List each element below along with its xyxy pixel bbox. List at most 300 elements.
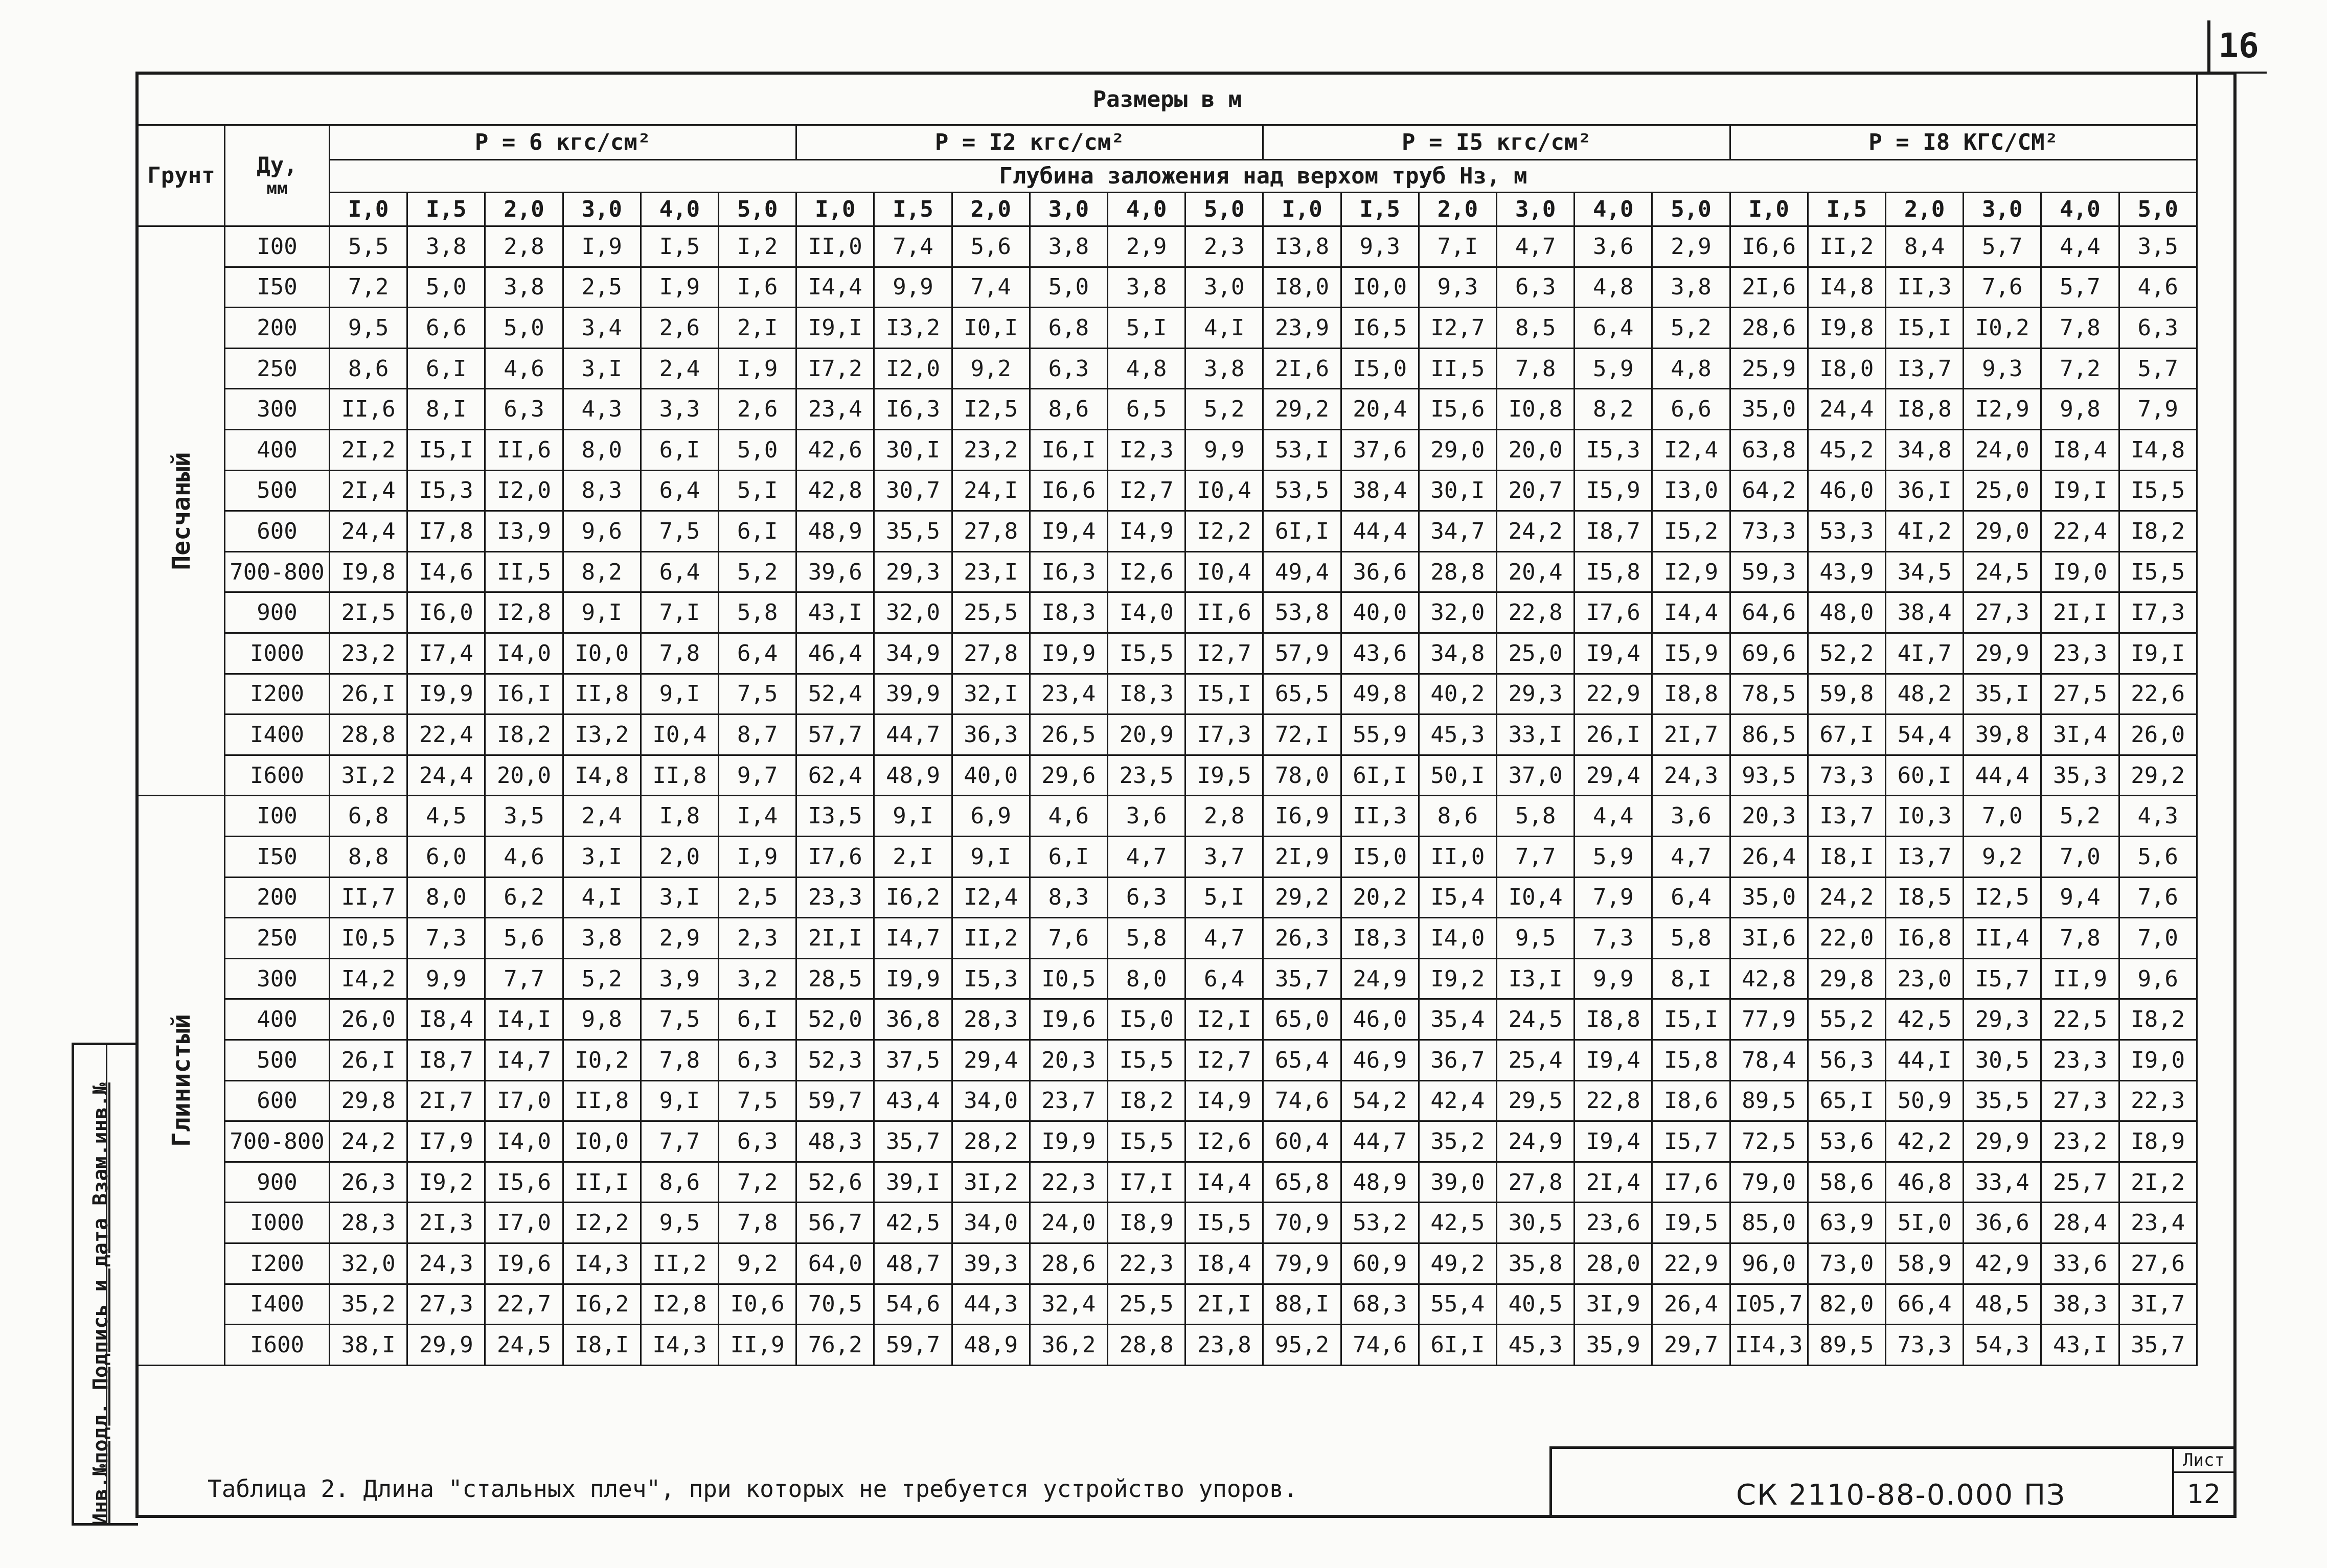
value-cell: 24,2	[330, 1122, 408, 1163]
depth-value: 2,0	[953, 193, 1031, 227]
value-cell: 22,3	[1108, 1244, 1186, 1285]
value-cell: 7,8	[1497, 349, 1575, 390]
value-cell: II,0	[1420, 837, 1497, 878]
depth-value: I,5	[1809, 193, 1886, 227]
value-cell: 2I,I	[1186, 1285, 1264, 1326]
dn-header	[225, 126, 330, 227]
value-cell: 4,7	[1108, 837, 1186, 878]
value-cell: 53,I	[1264, 430, 1341, 471]
sidebar-text: Инв.№подл. Подпись и дата Взам.инв.№	[89, 1082, 112, 1526]
value-cell: I2,2	[564, 1203, 642, 1244]
depth-value: I,0	[1264, 193, 1341, 227]
value-cell: 46,8	[1886, 1163, 1964, 1204]
value-cell: 7,5	[719, 1081, 797, 1122]
value-cell: 6,3	[719, 1122, 797, 1163]
value-cell: I4,9	[1108, 512, 1186, 552]
value-cell: 2I,4	[1575, 1163, 1653, 1204]
value-cell: 9,2	[719, 1244, 797, 1285]
value-cell: 4,5	[408, 796, 486, 837]
dn-cell: 900	[225, 1163, 330, 1204]
value-cell: 6,4	[642, 471, 719, 512]
value-cell: 8,6	[1420, 796, 1497, 837]
value-cell: 28,3	[953, 1000, 1031, 1041]
value-cell: 6,4	[1186, 959, 1264, 1000]
value-cell: I,9	[719, 349, 797, 390]
value-cell: I6,0	[408, 593, 486, 634]
value-cell: 63,8	[1731, 430, 1809, 471]
value-cell: 4,8	[1653, 349, 1730, 390]
value-cell: II,7	[330, 878, 408, 919]
depth-value: 5,0	[719, 193, 797, 227]
value-cell: I2,0	[875, 349, 952, 390]
value-cell: 59,7	[797, 1081, 875, 1122]
value-cell: 35,0	[1731, 389, 1809, 430]
value-cell: 6,2	[486, 878, 563, 919]
sheet-label: Лист	[2174, 1449, 2233, 1473]
value-cell: I5,9	[1575, 471, 1653, 512]
value-cell: 73,3	[1809, 756, 1886, 797]
value-cell: 32,4	[1031, 1285, 1108, 1326]
value-cell: 5,I	[1108, 308, 1186, 349]
value-cell: 44,7	[1342, 1122, 1420, 1163]
value-cell: 52,0	[797, 1000, 875, 1041]
value-cell: 68,3	[1342, 1285, 1420, 1326]
value-cell: 6,3	[486, 389, 563, 430]
value-cell: I4,0	[486, 634, 563, 675]
signature-sidebar	[72, 1043, 138, 1526]
value-cell: I9,4	[1575, 634, 1653, 675]
value-cell: 35,7	[1264, 959, 1341, 1000]
value-cell: 65,4	[1264, 1041, 1341, 1081]
value-cell: I2,I	[1186, 1000, 1264, 1041]
depth-value: I,0	[1731, 193, 1809, 227]
value-cell: 8,6	[330, 349, 408, 390]
value-cell: 4I,2	[1886, 512, 1964, 552]
value-cell: I9,2	[408, 1163, 486, 1204]
value-cell: I8,4	[2042, 430, 2119, 471]
value-cell: 20,0	[486, 756, 563, 797]
value-cell: 9,5	[642, 1203, 719, 1244]
value-cell: 5,7	[1964, 227, 2042, 268]
value-cell: II,I	[564, 1163, 642, 1204]
value-cell: 57,7	[797, 715, 875, 756]
value-cell: I8,2	[1108, 1081, 1186, 1122]
value-cell: I6,I	[486, 675, 563, 716]
value-cell: 2,3	[1186, 227, 1264, 268]
dn-cell: 250	[225, 918, 330, 959]
value-cell: 7,9	[2120, 389, 2198, 430]
value-cell: 5,I	[719, 471, 797, 512]
value-cell: 30,5	[1497, 1203, 1575, 1244]
value-cell: 69,6	[1731, 634, 1809, 675]
value-cell: 5,0	[719, 430, 797, 471]
value-cell: 8,8	[330, 837, 408, 878]
value-cell: 28,3	[330, 1203, 408, 1244]
value-cell: 8,6	[642, 1163, 719, 1204]
value-cell: 23,8	[1186, 1325, 1264, 1366]
value-cell: 20,0	[1497, 430, 1575, 471]
value-cell: 8,0	[408, 878, 486, 919]
value-cell: II,3	[1886, 268, 1964, 309]
value-cell: 3,8	[1108, 268, 1186, 309]
value-cell: 7,2	[330, 268, 408, 309]
value-cell: 50,9	[1886, 1081, 1964, 1122]
value-cell: I6,9	[1264, 796, 1341, 837]
value-cell: 27,3	[408, 1285, 486, 1326]
value-cell: 4,6	[2120, 268, 2198, 309]
value-cell: I5,7	[1964, 959, 2042, 1000]
value-cell: 4,I	[564, 878, 642, 919]
value-cell: 5,8	[1108, 918, 1186, 959]
value-cell: 2,8	[486, 227, 563, 268]
depth-value: 5,0	[1653, 193, 1730, 227]
value-cell: 23,9	[1264, 308, 1341, 349]
depth-value: I,0	[797, 193, 875, 227]
value-cell: 6,4	[1653, 878, 1730, 919]
value-cell: 22,9	[1575, 675, 1653, 716]
value-cell: 7,8	[642, 1041, 719, 1081]
value-cell: 40,0	[953, 756, 1031, 797]
value-cell: 37,0	[1497, 756, 1575, 797]
value-cell: I3,7	[1886, 837, 1964, 878]
value-cell: 3,I	[564, 349, 642, 390]
value-cell: 4,7	[1186, 918, 1264, 959]
value-cell: 34,9	[875, 634, 952, 675]
value-cell: 6,9	[953, 796, 1031, 837]
value-cell: 3,3	[642, 389, 719, 430]
value-cell: I0,0	[1342, 268, 1420, 309]
value-cell: I2,2	[1186, 512, 1264, 552]
value-cell: I2,9	[1653, 552, 1730, 593]
value-cell: 32,0	[875, 593, 952, 634]
value-cell: 40,0	[1342, 593, 1420, 634]
value-cell: 29,4	[953, 1041, 1031, 1081]
value-cell: 22,6	[2120, 675, 2198, 716]
value-cell: I0,0	[564, 634, 642, 675]
value-cell: 43,I	[797, 593, 875, 634]
pressure-header: P = I8 КГС/СМ²	[1731, 126, 2198, 160]
value-cell: 3,5	[2120, 227, 2198, 268]
value-cell: 48,2	[1886, 675, 1964, 716]
value-cell: 78,0	[1264, 756, 1341, 797]
value-cell: 26,3	[330, 1163, 408, 1204]
value-cell: I8,9	[2120, 1122, 2198, 1163]
value-cell: 5,6	[2120, 837, 2198, 878]
value-cell: 5,2	[1186, 389, 1264, 430]
value-cell: 2,9	[1653, 227, 1730, 268]
value-cell: 48,9	[1342, 1163, 1420, 1204]
value-cell: 3,8	[1653, 268, 1730, 309]
dn-cell: I400	[225, 715, 330, 756]
value-cell: 3I,4	[2042, 715, 2119, 756]
value-cell: I5,5	[2120, 471, 2198, 512]
value-cell: 6,3	[1497, 268, 1575, 309]
value-cell: 29,3	[1497, 675, 1575, 716]
value-cell: 26,3	[1264, 918, 1341, 959]
value-cell: 40,5	[1497, 1285, 1575, 1326]
depth-value: 4,0	[1575, 193, 1653, 227]
value-cell: 2I,5	[330, 593, 408, 634]
value-cell: I7,9	[408, 1122, 486, 1163]
value-cell: 23,4	[1031, 675, 1108, 716]
value-cell: 6,I	[719, 512, 797, 552]
value-cell: 58,9	[1886, 1244, 1964, 1285]
value-cell: 62,4	[797, 756, 875, 797]
value-cell: 48,7	[875, 1244, 952, 1285]
value-cell: I5,2	[1653, 512, 1730, 552]
value-cell: 7,2	[2042, 349, 2119, 390]
value-cell: 55,4	[1420, 1285, 1497, 1326]
table-title: Размеры в м	[139, 75, 2198, 126]
value-cell: 7,5	[642, 512, 719, 552]
value-cell: 39,6	[797, 552, 875, 593]
value-cell: I4,3	[564, 1244, 642, 1285]
value-cell: 36,2	[1031, 1325, 1108, 1366]
value-cell: I4,2	[330, 959, 408, 1000]
value-cell: 6,3	[719, 1041, 797, 1081]
value-cell: I0,5	[330, 918, 408, 959]
value-cell: 7,6	[1964, 268, 2042, 309]
value-cell: 7,7	[486, 959, 563, 1000]
value-cell: 4,7	[1497, 227, 1575, 268]
value-cell: 9,2	[953, 349, 1031, 390]
value-cell: 5,I	[1186, 878, 1264, 919]
value-cell: 48,3	[797, 1122, 875, 1163]
value-cell: 64,6	[1731, 593, 1809, 634]
value-cell: 3,I	[564, 837, 642, 878]
value-cell: 26,5	[1031, 715, 1108, 756]
value-cell: 77,9	[1731, 1000, 1809, 1041]
value-cell: 22,4	[2042, 512, 2119, 552]
value-cell: 6,3	[2120, 308, 2198, 349]
value-cell: I9,5	[1653, 1203, 1730, 1244]
value-cell: I4,3	[642, 1325, 719, 1366]
value-cell: I3,I	[1497, 959, 1575, 1000]
value-cell: 29,0	[1964, 512, 2042, 552]
value-cell: 93,5	[1731, 756, 1809, 797]
data-table	[139, 75, 2233, 1438]
value-cell: II,4	[1964, 918, 2042, 959]
value-cell: 9,I	[642, 1081, 719, 1122]
value-cell: I9,9	[875, 959, 952, 1000]
depth-value: 2,0	[486, 193, 563, 227]
value-cell: 52,6	[797, 1163, 875, 1204]
value-cell: I4,8	[1809, 268, 1886, 309]
dn-cell: I50	[225, 268, 330, 309]
value-cell: II,5	[486, 552, 563, 593]
value-cell: 4,4	[1575, 796, 1653, 837]
sheet-box	[2172, 1449, 2233, 1518]
value-cell: 8,2	[1575, 389, 1653, 430]
value-cell: I8,0	[1809, 349, 1886, 390]
value-cell: 42,4	[1420, 1081, 1497, 1122]
value-cell: 3I,7	[2120, 1285, 2198, 1326]
value-cell: 5,2	[564, 959, 642, 1000]
value-cell: 26,I	[330, 675, 408, 716]
value-cell: I2,9	[1964, 389, 2042, 430]
value-cell: 70,5	[797, 1285, 875, 1326]
value-cell: 28,0	[1575, 1244, 1653, 1285]
value-cell: I5,0	[1342, 349, 1420, 390]
value-cell: I2,7	[1108, 471, 1186, 512]
value-cell: I5,5	[1108, 1122, 1186, 1163]
value-cell: I8,3	[1342, 918, 1420, 959]
value-cell: 24,4	[1809, 389, 1886, 430]
value-cell: II,5	[1420, 349, 1497, 390]
value-cell: I7,6	[1653, 1163, 1730, 1204]
value-cell: 2I,7	[1653, 715, 1730, 756]
value-cell: 8,0	[1108, 959, 1186, 1000]
value-cell: I0,6	[719, 1285, 797, 1326]
value-cell: 54,6	[875, 1285, 952, 1326]
value-cell: I3,8	[1264, 227, 1341, 268]
value-cell: 50,I	[1420, 756, 1497, 797]
dn-cell: 200	[225, 878, 330, 919]
value-cell: I8,I	[1809, 837, 1886, 878]
value-cell: 26,0	[2120, 715, 2198, 756]
value-cell: 22,7	[486, 1285, 563, 1326]
value-cell: 7,3	[408, 918, 486, 959]
value-cell: 74,6	[1342, 1325, 1420, 1366]
value-cell: 55,2	[1809, 1000, 1886, 1041]
value-cell: 6,6	[408, 308, 486, 349]
value-cell: II,2	[1809, 227, 1886, 268]
value-cell: 29,6	[1031, 756, 1108, 797]
depth-value: 4,0	[2042, 193, 2119, 227]
value-cell: 20,9	[1108, 715, 1186, 756]
value-cell: 95,2	[1264, 1325, 1341, 1366]
value-cell: I5,0	[1342, 837, 1420, 878]
value-cell: II,3	[1342, 796, 1420, 837]
value-cell: 6,4	[719, 634, 797, 675]
value-cell: 7,5	[642, 1000, 719, 1041]
value-cell: 5,0	[486, 308, 563, 349]
depth-value: I,0	[330, 193, 408, 227]
value-cell: 56,3	[1809, 1041, 1886, 1081]
value-cell: I2,0	[486, 471, 563, 512]
value-cell: I5,I	[1886, 308, 1964, 349]
value-cell: 6,6	[1653, 389, 1730, 430]
value-cell: 46,0	[1342, 1000, 1420, 1041]
value-cell: 33,I	[1497, 715, 1575, 756]
value-cell: 78,5	[1731, 675, 1809, 716]
value-cell: 66,4	[1886, 1285, 1964, 1326]
value-cell: 73,0	[1809, 1244, 1886, 1285]
value-cell: I3,7	[1886, 349, 1964, 390]
value-cell: 20,3	[1731, 796, 1809, 837]
value-cell: 32,0	[330, 1244, 408, 1285]
value-cell: 2,I	[719, 308, 797, 349]
value-cell: 48,9	[875, 756, 952, 797]
value-cell: 5,2	[719, 552, 797, 593]
value-cell: 34,8	[1886, 430, 1964, 471]
value-cell: 24,9	[1342, 959, 1420, 1000]
value-cell: 35,5	[875, 512, 952, 552]
value-cell: I,8	[642, 796, 719, 837]
value-cell: 79,0	[1731, 1163, 1809, 1204]
value-cell: 53,5	[1264, 471, 1341, 512]
value-cell: I8,3	[1031, 593, 1108, 634]
value-cell: 8,6	[1031, 389, 1108, 430]
value-cell: 24,0	[1964, 430, 2042, 471]
value-cell: I,2	[719, 227, 797, 268]
value-cell: 6I,I	[1264, 512, 1341, 552]
value-cell: 89,5	[1809, 1325, 1886, 1366]
value-cell: I4,4	[1653, 593, 1730, 634]
dn-cell: I400	[225, 1285, 330, 1326]
value-cell: 24,3	[408, 1244, 486, 1285]
value-cell: I4,7	[875, 918, 952, 959]
value-cell: I0,3	[1886, 796, 1964, 837]
value-cell: 4,7	[1653, 837, 1730, 878]
value-cell: I9,4	[1031, 512, 1108, 552]
value-cell: I8,9	[1108, 1203, 1186, 1244]
dn-cell: I50	[225, 837, 330, 878]
pressure-header: P = I2 кгс/см²	[797, 126, 1264, 160]
value-cell: 24,9	[1497, 1122, 1575, 1163]
value-cell: 8,0	[564, 430, 642, 471]
value-cell: 5,8	[1653, 918, 1730, 959]
value-cell: 6,I	[642, 430, 719, 471]
value-cell: I0,0	[564, 1122, 642, 1163]
pressure-header: P = 6 кгс/см²	[330, 126, 797, 160]
depth-value: I,5	[408, 193, 486, 227]
value-cell: I6,2	[564, 1285, 642, 1326]
value-cell: 33,6	[2042, 1244, 2119, 1285]
value-cell: 9,4	[2042, 878, 2119, 919]
value-cell: 43,I	[2042, 1325, 2119, 1366]
value-cell: I6,3	[875, 389, 952, 430]
value-cell: I8,2	[486, 715, 563, 756]
value-cell: 29,5	[1497, 1081, 1575, 1122]
value-cell: I0,5	[1031, 959, 1108, 1000]
dn-cell: 900	[225, 593, 330, 634]
value-cell: 7,I	[1420, 227, 1497, 268]
value-cell: 45,2	[1809, 430, 1886, 471]
value-cell: 28,4	[2042, 1203, 2119, 1244]
value-cell: 27,3	[2042, 1081, 2119, 1122]
value-cell: 27,8	[953, 634, 1031, 675]
value-cell: I9,5	[1186, 756, 1264, 797]
value-cell: 2,5	[719, 878, 797, 919]
value-cell: I0,8	[1497, 389, 1575, 430]
value-cell: 24,5	[1497, 1000, 1575, 1041]
value-cell: 34,7	[1420, 512, 1497, 552]
value-cell: 6,4	[642, 552, 719, 593]
value-cell: I5,7	[1653, 1122, 1730, 1163]
value-cell: 65,5	[1264, 675, 1341, 716]
value-cell: 8,3	[564, 471, 642, 512]
dn-cell: 250	[225, 349, 330, 390]
value-cell: I5,5	[1186, 1203, 1264, 1244]
dn-cell: 600	[225, 512, 330, 552]
value-cell: I3,7	[1809, 796, 1886, 837]
value-cell: I5,3	[408, 471, 486, 512]
value-cell: 63,9	[1809, 1203, 1886, 1244]
value-cell: 27,8	[1497, 1163, 1575, 1204]
value-cell: 28,5	[797, 959, 875, 1000]
value-cell: 65,0	[1264, 1000, 1341, 1041]
value-cell: 6,8	[1031, 308, 1108, 349]
value-cell: 2I,4	[330, 471, 408, 512]
dn-cell: 400	[225, 430, 330, 471]
value-cell: 46,0	[1809, 471, 1886, 512]
value-cell: I2,8	[486, 593, 563, 634]
value-cell: 2,4	[642, 349, 719, 390]
value-cell: I2,7	[1420, 308, 1497, 349]
value-cell: 4I,7	[1886, 634, 1964, 675]
value-cell: 44,I	[1886, 1041, 1964, 1081]
